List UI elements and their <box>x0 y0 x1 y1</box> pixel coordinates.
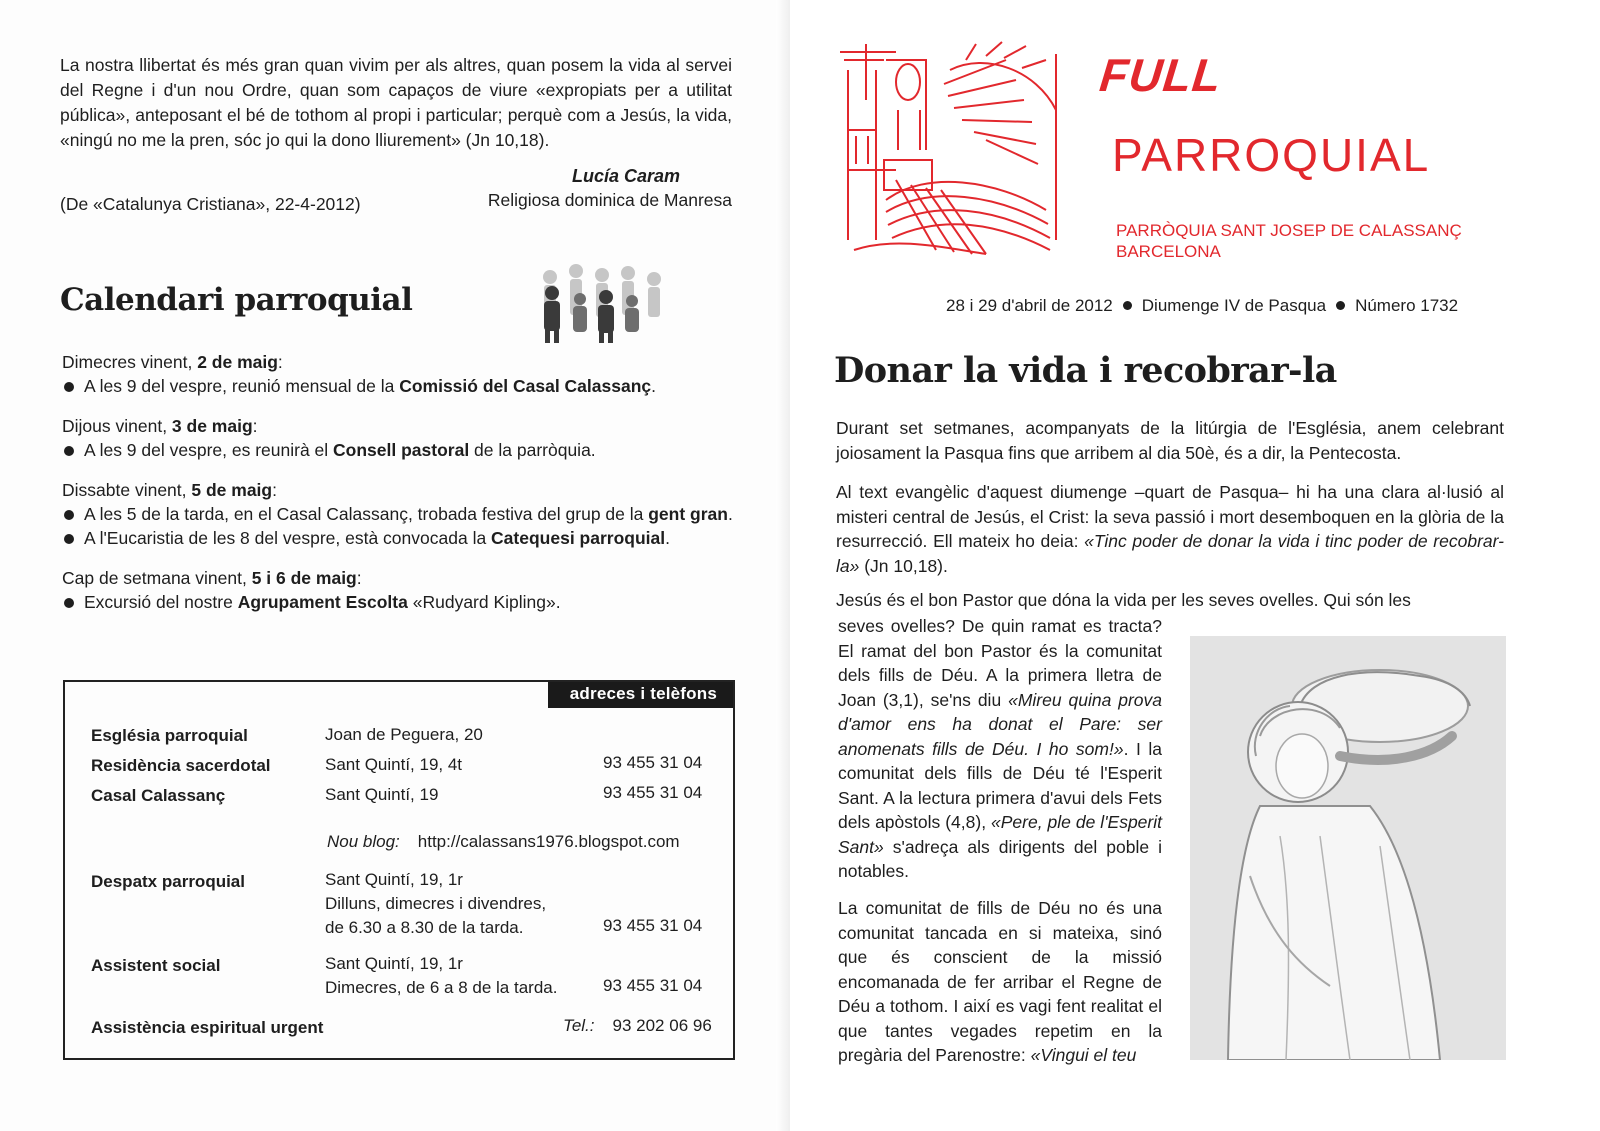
urgent-label: Assistència espiritual urgent <box>91 1018 324 1037</box>
bullet-icon <box>64 510 74 520</box>
article-paragraph: La comunitat de fills de Déu no és una comunitat tancada en si mateixa, sinó que és conscient de la missió encomanada de fer arribar el Regne de Déu a tothom. I així es vagi fent realitat el que tantes vegades repetim en la pregària del Parenostre: «Vingui el teu <box>838 898 1162 1065</box>
bullet-icon <box>64 598 74 608</box>
left-page <box>0 0 790 1131</box>
social-address: Sant Quintí, 19, 1r Dimecres, de 6 a 8 de la tarda. <box>325 954 558 997</box>
urgent-tel-label: Tel.: <box>563 1016 595 1035</box>
crowd-illustration <box>532 263 672 345</box>
article-title: Donar la vida i recobrar-la <box>834 350 1337 391</box>
calendar-item: Excursió del nostre Agrupament Escolta «Rudyard Kipling». <box>62 590 734 614</box>
calendar-day-heading: Cap de setmana vinent, 5 i 6 de maig: <box>62 568 362 588</box>
urgent-line <box>563 1016 712 1036</box>
contacts-box <box>63 680 735 1060</box>
calendar-list <box>62 350 734 614</box>
calendar-item: A les 5 de la tarda, en el Casal Calassanç, trobada festiva del grup de la gent gran. <box>62 502 734 526</box>
full-wordmark: FULL <box>1097 49 1225 101</box>
issue-date: 28 i 29 d'abril de 2012 <box>946 296 1113 315</box>
parish-name: PARRÒQUIA SANT JOSEP DE CALASSANÇ BARCELONA <box>1116 221 1462 261</box>
source-citation: (De «Catalunya Cristiana», 22-4-2012) <box>60 194 361 214</box>
calendar-item: A les 9 del vespre, reunió mensual de la Comissió del Casal Calassanç. <box>62 374 734 398</box>
article-paragraph-lead: Jesús és el bon Pastor que dóna la vida per les seves ovelles. Qui són les <box>836 590 1411 610</box>
casal-address: Sant Quintí, 19 <box>325 785 439 804</box>
office-phone: 93 455 31 04 <box>603 916 703 935</box>
article-paragraph: Durant set setmanes, acompanyats de la litúrgia de l'Església, anem celebrant joiosament la Pasqua fins que arribem al dia 50è, és a dir, la Pentecosta. <box>836 418 1504 463</box>
parish-logo-icon <box>836 40 1060 256</box>
calendar-day-heading: Dissabte vinent, 5 de maig: <box>62 480 277 500</box>
author-name: Lucía Caram <box>571 166 680 186</box>
calendar-day <box>62 414 734 462</box>
residence-phone: 93 455 31 04 <box>603 753 703 772</box>
good-shepherd-statue-image <box>1190 636 1506 1060</box>
urgent-phone: 93 202 06 96 <box>612 1016 712 1035</box>
contacts-title: adreces i telèfons <box>548 682 733 708</box>
intro-paragraph: La nostra llibertat és més gran quan vivim per als altres, quan posem la vida al servei del Regne i d'un nou Ordre, quan som capaços de viure «expropiats per a utilitat pública», anteposant el bé de tothom al propi i particular; perquè com a Jesús, la vida, «ningú no me la pren, sóc jo qui la dono lliurement» (Jn 10,18). <box>60 55 732 150</box>
blog-label: Nou blog: <box>327 832 400 851</box>
bullet-icon <box>1123 301 1132 310</box>
church-label: Església parroquial <box>91 726 248 745</box>
calendar-day <box>62 350 734 398</box>
bullet-icon <box>64 446 74 456</box>
office-address: Sant Quintí, 19, 1r Dilluns, dimecres i divendres, de 6.30 a 8.30 de la tarda. <box>325 870 547 937</box>
blog-line <box>327 832 680 852</box>
calendar-day-heading: Dijous vinent, 3 de maig: <box>62 416 258 436</box>
issue-number: Número 1732 <box>1355 296 1459 315</box>
issue-sunday: Diumenge IV de Pasqua <box>1141 296 1327 315</box>
office-label: Despatx parroquial <box>91 872 245 891</box>
casal-label: Casal Calassanç <box>91 786 226 805</box>
author-role: Religiosa dominica de Manresa <box>487 190 732 210</box>
bullet-icon <box>64 382 74 392</box>
calendar-day-heading: Dimecres vinent, 2 de maig: <box>62 352 283 372</box>
social-label: Assistent social <box>91 956 221 975</box>
blog-link[interactable]: http://calassans1976.blogspot.com <box>417 832 680 851</box>
residence-label: Residència sacerdotal <box>91 756 271 775</box>
calendar-day <box>62 478 734 550</box>
article-paragraph: seves ovelles? De quin ramat es tracta? El ramat del bon Pastor és la comunitat dels fills de Déu. A la primera lletra de Joan (3,1), se'ns diu «Mireu quina prova d'amor ens ha donat el Pare: ser anomenats fills de Déu. I ho som!». I la comunitat dels fills de Déu té l'Esperit Sant. A la lectura primera d'avui dels Fets dels apòstols (4,8), «Pere, ple de l'Esperit Sant» s'adreça als dirigents del poble i notables. <box>838 616 1162 881</box>
calendar-item: A l'Eucaristia de les 8 del vespre, està convocada la Catequesi parroquial. <box>62 526 734 550</box>
bullet-icon <box>64 534 74 544</box>
calendar-day <box>62 566 734 614</box>
issue-line <box>946 296 1458 316</box>
calendar-title: Calendari parroquial <box>60 282 413 318</box>
bullet-icon <box>1336 301 1345 310</box>
social-phone: 93 455 31 04 <box>603 976 703 995</box>
calendar-item: A les 9 del vespre, es reunirà el Consell pastoral de la parròquia. <box>62 438 734 462</box>
church-address: Joan de Peguera, 20 <box>325 725 483 744</box>
parroquial-wordmark: PARROQUIAL <box>1112 129 1431 181</box>
article-paragraph: Al text evangèlic d'aquest diumenge –quart de Pasqua– hi ha una clara al·lusió al misteri central de Jesús, el Crist: la seva passió i mort desemboquen en la glòria de la resurrecció. Ell mateix ho deia: «Tinc poder de donar la vida i tinc poder de recobrar-la» (Jn 10,18). <box>836 482 1504 576</box>
residence-address: Sant Quintí, 19, 4t <box>325 755 463 774</box>
casal-phone: 93 455 31 04 <box>603 783 703 802</box>
